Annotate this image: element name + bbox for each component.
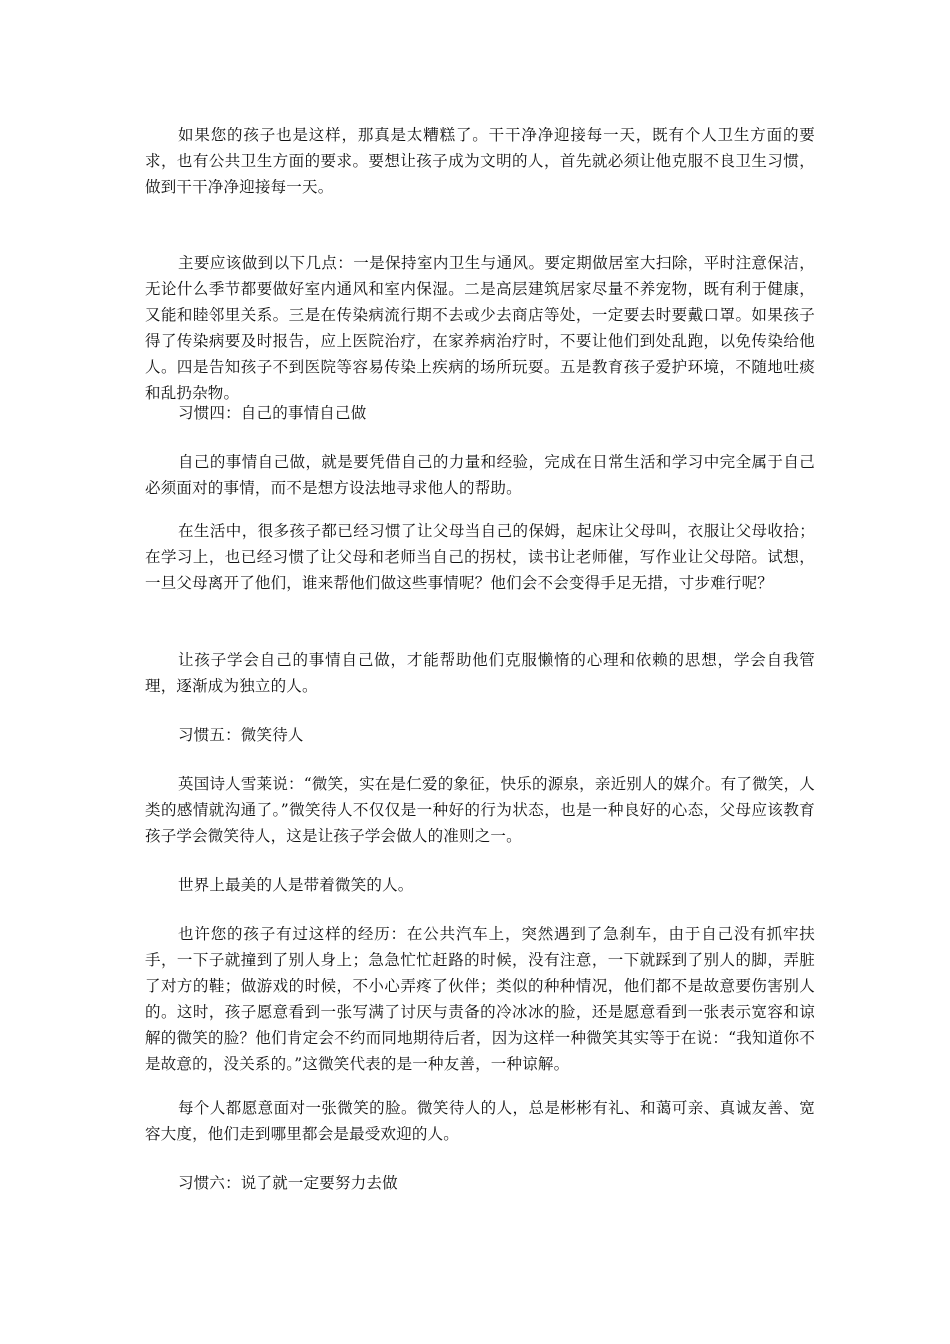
paragraph-dependence: 在生活中，很多孩子都已经习惯了让父母当自己的保姆，起床让父母叫，衣服让父母收拾；在学习上，也已经习惯了让父母和老师当自己的拐杖，读书让老师催，写作业让父母陪。试想，一旦父母离开了他们，谁来帮他们做这些事情呢？他们会不会变得手足无措，寸步难行呢？ (145, 522, 815, 592)
heading-habit-six: 习惯六：说了就一定要努力去做 (178, 1174, 398, 1192)
paragraph-beautiful-smile: 世界上最美的人是带着微笑的人。 (178, 876, 414, 894)
paragraph-shelley-quote: 英国诗人雪莱说：“微笑，实在是仁爱的象征，快乐的源泉，亲近别人的媒介。有了微笑，人类的感情就沟通了。”微笑待人不仅仅是一种好的行为状态，也是一种良好的心态，父母应该教育孩子学会微笑待人，这是让孩子学会做人的准则之一。 (145, 775, 815, 845)
paragraph-hygiene-points: 主要应该做到以下几点：一是保持室内卫生与通风。要定期做居室大扫除，平时注意保洁，无论什么季节都要做好室内通风和室内保湿。二是高层建筑居家尽量不养宠物，既有利于健康，又能和睦邻里关系。三是在传染病流行期不去或少去商店等处，一定要去时要戴口罩。如果孩子得了传染病要及时报告，应上医院治疗，在家养病治疗时，不要让他们到处乱跑，以免传染给他人。四是告知孩子不到医院等容易传染上疾病的场所玩耍。五是教育孩子爱护环境，不随地吐痰和乱扔杂物。 (145, 254, 815, 402)
paragraph-self-reliance: 自己的事情自己做，就是要凭借自己的力量和经验，完成在日常生活和学习中完全属于自己必须面对的事情，而不是想方设法地寻求他人的帮助。 (145, 453, 815, 497)
paragraph-hygiene-intro: 如果您的孩子也是这样，那真是太糟糕了。干干净净迎接每一天，既有个人卫生方面的要求，也有公共卫生方面的要求。要想让孩子成为文明的人，首先就必须让他克服不良卫生习惯，做到干干净净迎接每一天。 (145, 126, 815, 196)
paragraph-smile-welcome: 每个人都愿意面对一张微笑的脸。微笑待人的人，总是彬彬有礼、和蔼可亲、真诚友善、宽容大度，他们走到哪里都会是最受欢迎的人。 (145, 1099, 815, 1143)
paragraph-smile-experience: 也许您的孩子有过这样的经历：在公共汽车上，突然遇到了急刹车，由于自己没有抓牢扶手，一下子就撞到了别人身上；急急忙忙赶路的时候，没有注意，一下就踩到了别人的脚，弄脏了对方的鞋；做游戏的时候，不小心弄疼了伙伴；类似的种种情况，他们都不是故意要伤害别人的。这时，孩子愿意看到一张写满了讨厌与责备的冷冰冰的脸，还是愿意看到一张表示宽容和谅解的微笑的脸？他们肯定会不约而同地期待后者，因为这样一种微笑其实等于在说：“我知道你不是故意的，没关系的。”这微笑代表的是一种友善，一种谅解。 (145, 925, 815, 1073)
paragraph-independence: 让孩子学会自己的事情自己做，才能帮助他们克服懒惰的心理和依赖的思想，学会自我管理，逐渐成为独立的人。 (145, 651, 815, 695)
heading-habit-four: 习惯四：自己的事情自己做 (178, 404, 367, 422)
heading-habit-five: 习惯五：微笑待人 (178, 726, 304, 744)
